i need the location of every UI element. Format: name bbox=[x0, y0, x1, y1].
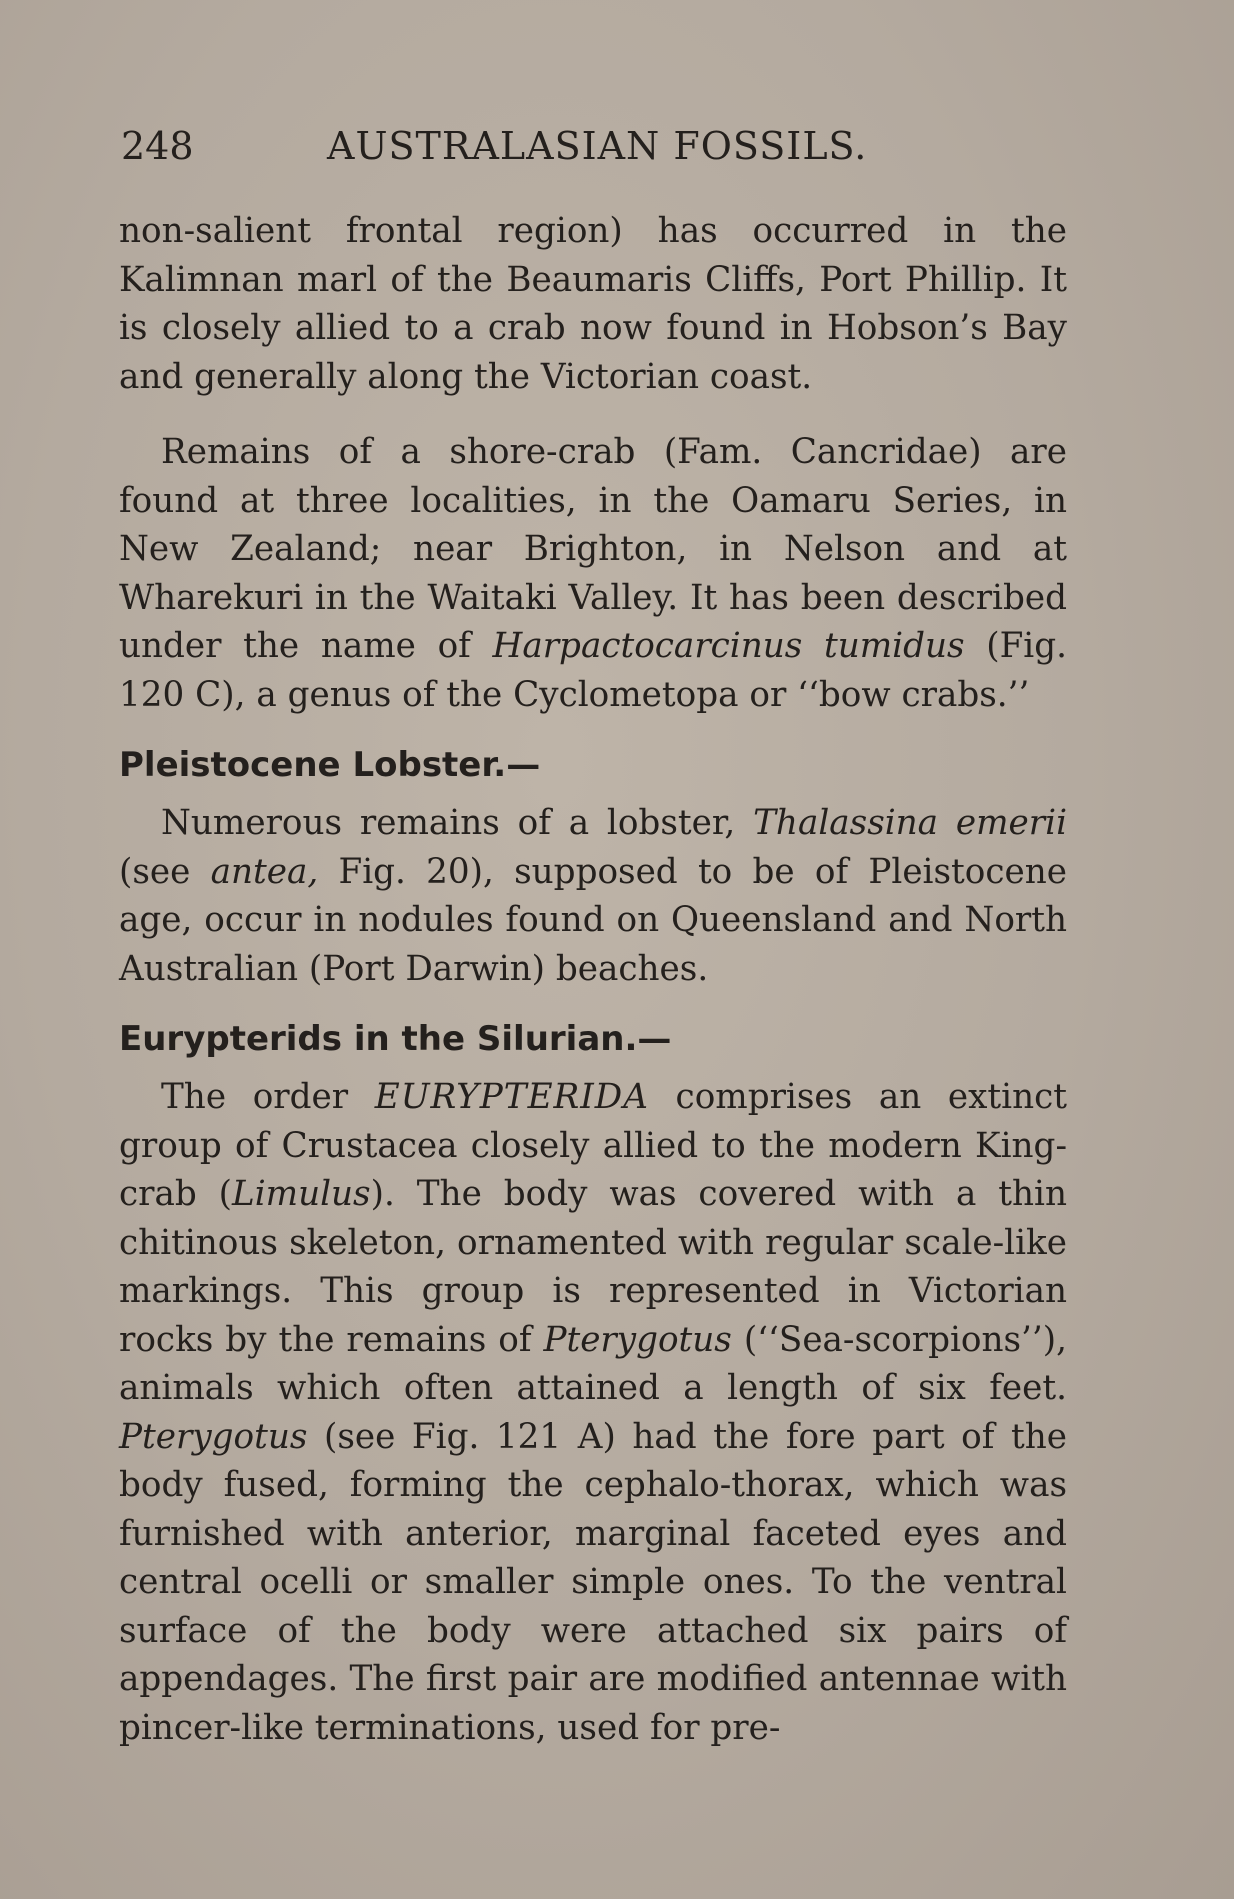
species-name: Thalassina emerii bbox=[753, 803, 1067, 843]
genus-name: Limulus bbox=[232, 1174, 371, 1214]
reference-word: antea, bbox=[210, 851, 319, 892]
genus-name: Pterygotus bbox=[119, 1416, 308, 1457]
text-run: Numerous remains of a lobster, bbox=[161, 803, 754, 843]
text-run: The order bbox=[161, 1077, 375, 1117]
section-heading-eurypterids: Eurypterids in the Silurian.— bbox=[119, 1019, 672, 1059]
text-run: (Fig. 120 C), a genus of the Cyclometopa or ‘‘bow crabs.’’ bbox=[119, 626, 1067, 715]
page-number: 248 bbox=[121, 124, 194, 168]
text-run: comprises an extinct group of Crustacea closely allied to the modern King-crab ( bbox=[119, 1077, 1067, 1214]
text-run: (see Fig. 121 A) had the fore part of the body fused, forming the cephalo-thorax, which was furnished with anterior, marginal faceted eyes and central ocelli or smaller simple ones. To the ventral surface of the body were attached six pairs of appendages. The first pair are modified antennae with pincer-like terminations, used for pre- bbox=[119, 1416, 1067, 1748]
page-header bbox=[121, 120, 1066, 172]
text-run: ). The body was covered with a thin chitinous skeleton, ornamented with regular scale-like markings. This group is represented in Victorian rocks by the remains of bbox=[119, 1174, 1067, 1360]
text-run: (‘‘Sea-scorpions’’), animals which often attained a length of six feet. bbox=[119, 1319, 1068, 1408]
paragraph-lobster bbox=[119, 799, 1067, 993]
species-name: Harpactocarcinus tumidus bbox=[492, 626, 965, 666]
section-heading-pleistocene-lobster: Pleistocene Lobster.— bbox=[119, 745, 541, 785]
paragraph-crab-continued: non-salient frontal region) has occurred in the Kalimnan marl of the Beaumaris Cliffs, Port Phillip. It is closely allied to a crab now found in Hobson’s Bay and generally along the Victorian coast. bbox=[119, 211, 1067, 397]
page-body bbox=[119, 207, 1067, 1752]
running-title: AUSTRALASIAN FOSSILS. bbox=[327, 124, 868, 168]
order-name: EURYPTERIDA bbox=[374, 1077, 649, 1117]
text-run: Remains of a shore-crab (Fam. Cancridae) are found at three localities, in the Oamaru Series, in New Zealand; near Brighton, in Nelson and at Wharekuri in the Waitaki Valley. It has been described under the name of bbox=[119, 432, 1067, 666]
paragraph-eurypterids bbox=[119, 1073, 1067, 1752]
paragraph-shore-crab bbox=[119, 428, 1067, 719]
text-run: Fig. 20), supposed to be of Pleistocene age, occur in nodules found on Queensland and North Australian (Port Darwin) beaches. bbox=[119, 851, 1067, 989]
genus-name: Pterygotus bbox=[543, 1319, 732, 1360]
text-run: (see bbox=[119, 851, 211, 892]
